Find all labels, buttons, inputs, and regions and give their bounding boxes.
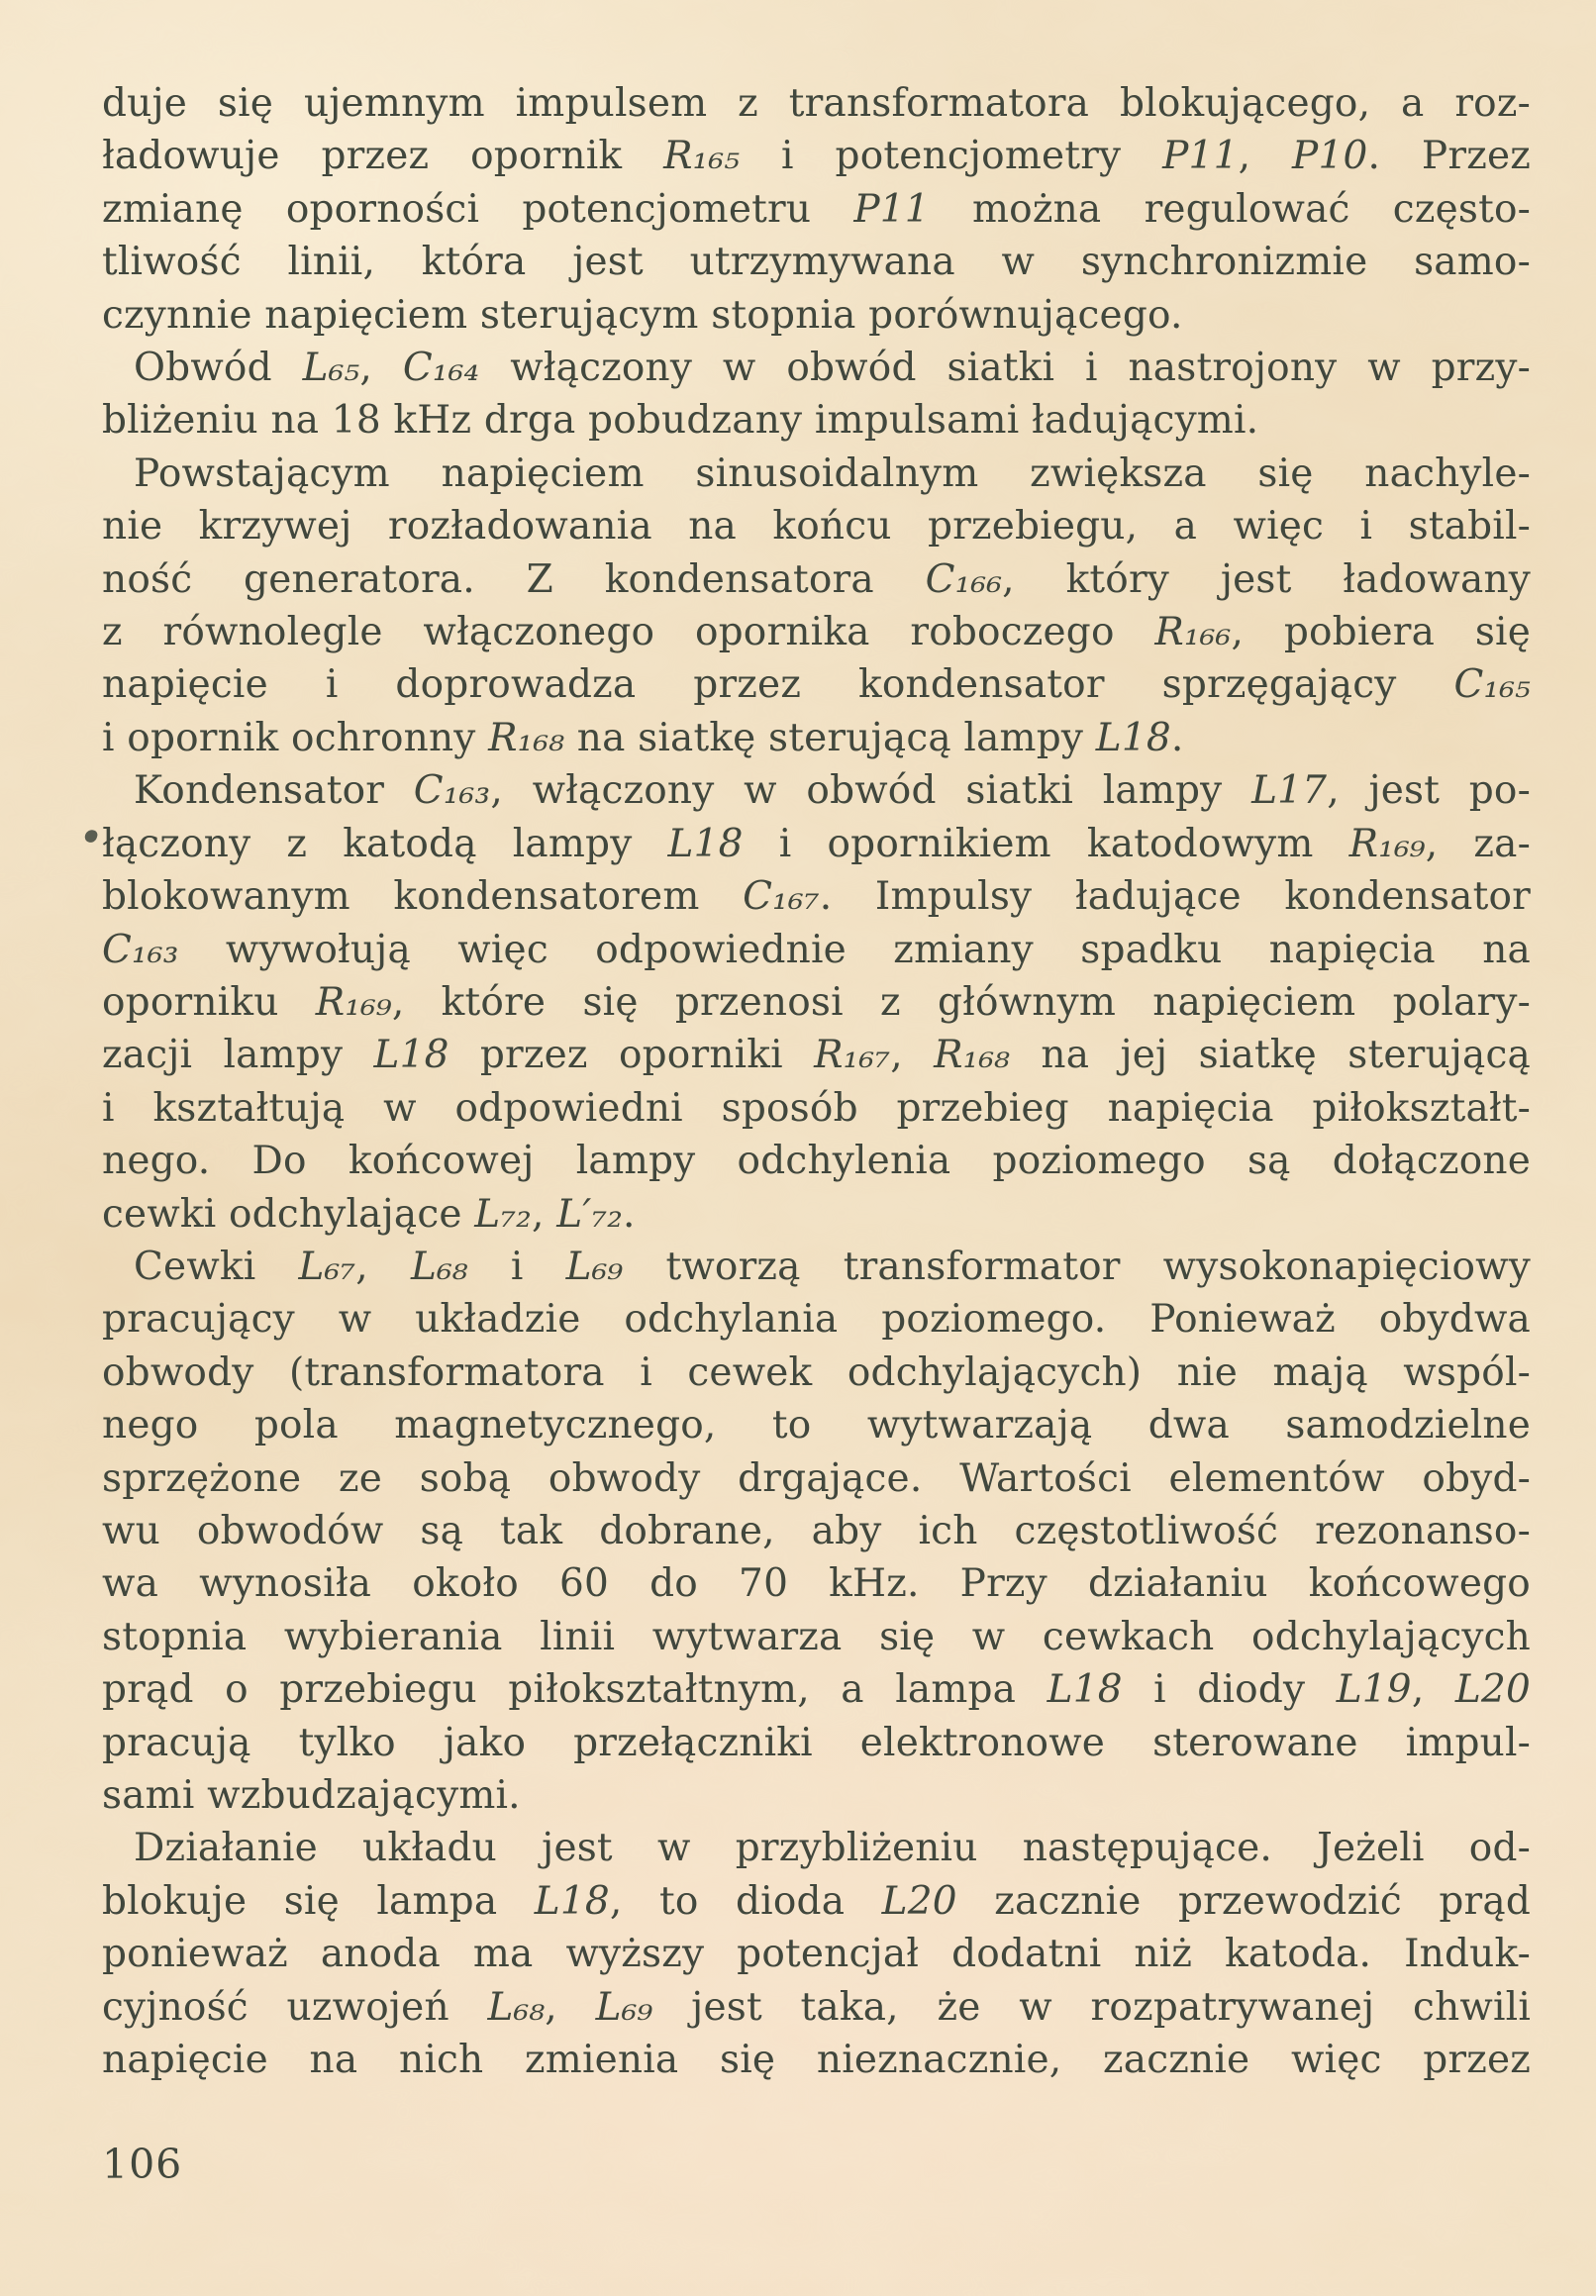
paragraph-5 bbox=[102, 1241, 1531, 1822]
text-line: bliżeniu na 18 kHz drga pobudzany impulsami ładującymi. bbox=[102, 398, 1259, 444]
text-line: prąd o przebiegu piłokształtnym, a lampa L18 i diody L19, L20 bbox=[102, 1667, 1531, 1713]
text-line: wa wynosiła około 60 do 70 kHz. Przy działaniu końcowego bbox=[102, 1561, 1531, 1607]
text-line: zmianę oporności potencjometru P11 można regulować często- bbox=[102, 186, 1532, 232]
ink-speck bbox=[83, 828, 98, 844]
page-text-block bbox=[102, 77, 1531, 2086]
text-line: ponieważ anoda ma wyższy potencjał dodatni niż katoda. Induk- bbox=[102, 1932, 1531, 1977]
text-line: czynnie napięciem sterującym stopnia porównującego. bbox=[102, 292, 1183, 338]
text-line: nego pola magnetycznego, to wytwarzają dwa samodzielne bbox=[102, 1403, 1531, 1448]
paragraph-2 bbox=[102, 342, 1531, 448]
text-line: cyjność uzwojeń L₆₈, L₆₉ jest taka, że w rozpatrywanej chwili bbox=[102, 1984, 1532, 2030]
text-line: napięcie na nich zmienia się nieznacznie, zacznie więc przez bbox=[102, 2038, 1531, 2083]
text-line: oporniku R₁₆₉, które się przenosi z głównym napięciem polary- bbox=[102, 979, 1531, 1025]
text-line: nego. Do końcowej lampy odchylenia poziomego są dołączone bbox=[102, 1139, 1531, 1184]
text-line: obwody (transformatora i cewek odchylających) nie mają wspól- bbox=[102, 1349, 1531, 1395]
text-line: cewki odchylające L₇₂, L′₇₂. bbox=[102, 1191, 636, 1237]
text-line: z równolegle włączonego opornika roboczego R₁₆₆, pobiera się bbox=[102, 610, 1532, 655]
text-line: duje się ujemnym impulsem z transformatora blokującego, a roz- bbox=[102, 81, 1531, 126]
paragraph-6 bbox=[102, 1822, 1531, 2086]
text-line: stopnia wybierania linii wytwarza się w cewkach odchylających bbox=[102, 1614, 1531, 1659]
text-line: blokowanym kondensatorem C₁₆₇. Impulsy ładujące kondensator bbox=[102, 874, 1532, 920]
paragraph-3 bbox=[102, 448, 1531, 764]
text-line: napięcie i doprowadza przez kondensator sprzęgający C₁₆₅ bbox=[102, 662, 1531, 708]
text-line: C₁₆₃ wywołują więc odpowiednie zmiany spadku napięcia na bbox=[102, 927, 1531, 972]
text-line: łączony z katodą lampy L18 i opornikiem katodowym R₁₆₉, za- bbox=[102, 821, 1532, 866]
text-line: ność generatora. Z kondensatora C₁₆₆, który jest ładowany bbox=[102, 556, 1532, 602]
text-line: Kondensator C₁₆₃, włączony w obwód siatki lampy L17, jest po- bbox=[134, 768, 1531, 814]
text-line: pracujący w układzie odchylania poziomego. Ponieważ obydwa bbox=[102, 1297, 1531, 1343]
text-line: blokuje się lampa L18, to dioda L20 zacznie przewodzić prąd bbox=[102, 1878, 1532, 1924]
text-line: ładowuje przez opornik R₁₆₅ i potencjometry P11, P10. Przez bbox=[102, 134, 1531, 179]
text-line: i opornik ochronny R₁₆₈ na siatkę sterującą lampy L18. bbox=[102, 715, 1184, 760]
text-line: Cewki L₆₇, L₆₈ i L₆₉ tworzą transformator wysokonapięciowy bbox=[134, 1244, 1531, 1289]
text-line: sami wzbudzającymi. bbox=[102, 1773, 521, 1818]
text-line: i kształtują w odpowiedni sposób przebieg napięcia piłokształt- bbox=[102, 1085, 1531, 1131]
paragraph-4 bbox=[102, 764, 1531, 1241]
text-line: Obwód L₆₅, C₁₆₄ włączony w obwód siatki i nastrojony w przy- bbox=[134, 346, 1531, 391]
text-line: wu obwodów są tak dobrane, aby ich częstotliwość rezonanso- bbox=[102, 1508, 1531, 1553]
text-line: pracują tylko jako przełączniki elektronowe sterowane impul- bbox=[102, 1720, 1531, 1765]
text-line: Powstającym napięciem sinusoidalnym zwiększa się nachyle- bbox=[134, 450, 1531, 496]
text-line: Działanie układu jest w przybliżeniu następujące. Jeżeli od- bbox=[134, 1826, 1531, 1871]
text-line: tliwość linii, która jest utrzymywana w synchronizmie samo- bbox=[102, 240, 1531, 285]
text-line: zacji lampy L18 przez oporniki R₁₆₇, R₁₆₈ na jej siatkę sterującą bbox=[102, 1033, 1531, 1078]
text-line: nie krzywej rozładowania na końcu przebiegu, a więc i stabil- bbox=[102, 504, 1531, 549]
paragraph-1 bbox=[102, 77, 1531, 342]
page-number: 106 bbox=[102, 2141, 183, 2188]
text-line: sprzężone ze sobą obwody drgające. Wartości elementów obyd- bbox=[102, 1455, 1531, 1501]
